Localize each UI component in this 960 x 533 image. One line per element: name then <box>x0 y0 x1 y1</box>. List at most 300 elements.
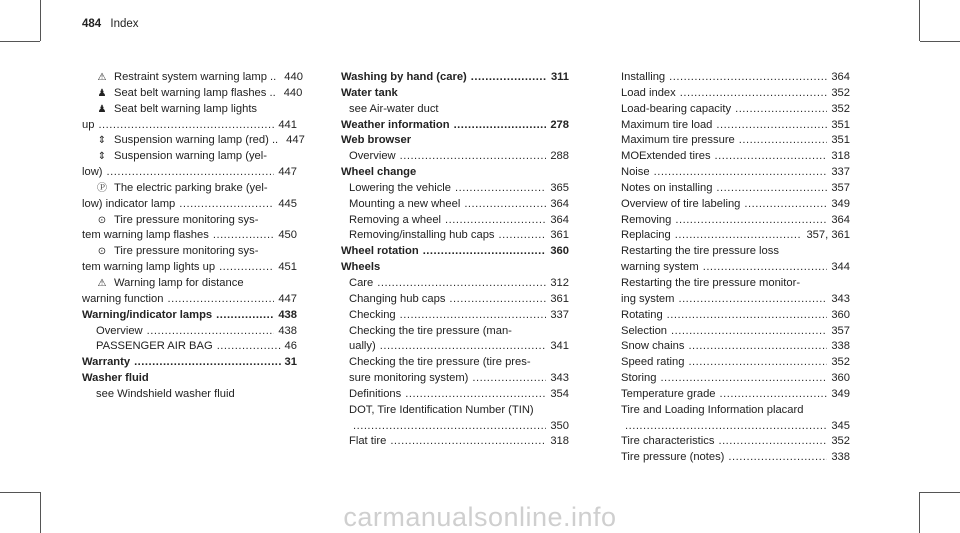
entry-text <box>341 70 467 86</box>
leader-dots <box>472 371 546 387</box>
entry-label: Wheels <box>341 261 381 274</box>
index-entry <box>621 355 850 371</box>
entry-label: Water tank <box>341 86 398 99</box>
entry-label: Mounting a new wheel <box>349 197 461 210</box>
entry-text <box>349 308 396 324</box>
warning-lamp-icon: Ⓟ <box>97 182 107 194</box>
leader-dots <box>783 244 846 260</box>
leader-dots <box>538 403 565 419</box>
index-entry <box>621 133 850 149</box>
page-reference: 343 <box>550 372 569 385</box>
page-reference: 344 <box>831 261 850 274</box>
entry-label: Tire pressure monitoring sys- <box>114 213 259 226</box>
entry-text <box>82 118 94 134</box>
leader-dots <box>675 213 827 229</box>
entry-text <box>349 355 531 371</box>
index-entry <box>621 292 850 308</box>
leader-dots <box>688 355 827 371</box>
page-reference: 352 <box>831 86 850 99</box>
leader-dots <box>353 419 546 435</box>
page-reference: 278 <box>550 118 569 131</box>
leader-dots <box>153 371 293 387</box>
leader-dots <box>455 181 546 197</box>
entry-label: low) <box>82 166 103 179</box>
page-reference: 450 <box>278 229 297 242</box>
index-entry <box>82 339 297 355</box>
page-reference: 337 <box>831 166 850 179</box>
entry-label: Washer fluid <box>82 372 149 385</box>
entry-label: Maximum tire load <box>621 118 713 131</box>
entry-label: Maximum tire pressure <box>621 134 735 147</box>
index-entry <box>341 324 569 340</box>
entry-text <box>341 244 419 260</box>
crop-mark <box>40 0 41 41</box>
entry-text <box>621 213 671 229</box>
entry-label: Checking the tire pressure (man- <box>349 324 512 337</box>
entry-label: Care <box>349 276 374 289</box>
leader-dots <box>716 181 827 197</box>
leader-dots <box>807 403 846 419</box>
warning-lamp-icon: ♟ <box>97 87 107 99</box>
entry-text <box>621 324 667 340</box>
entry-text <box>96 276 244 292</box>
page-reference: 440 <box>284 71 303 83</box>
index-entry <box>621 70 850 86</box>
watermark: carmanualsonline.info <box>343 502 617 532</box>
index-entry <box>621 276 850 292</box>
warning-lamp-icon: ⊙ <box>97 246 107 258</box>
page-reference: 360 <box>831 308 850 321</box>
index-entry <box>82 181 297 197</box>
entry-label: Load index <box>621 86 676 99</box>
entry-text <box>349 228 495 244</box>
entry-label: Seat belt warning lamp flashes .. <box>114 86 276 99</box>
index-entry <box>621 149 850 165</box>
entry-label: The electric parking brake (yel- <box>114 181 268 194</box>
entry-label: Tire and Loading Information placard <box>621 403 804 416</box>
entry-label: Definitions <box>349 387 402 400</box>
index-entry <box>82 86 303 102</box>
leader-dots <box>728 450 827 466</box>
crop-mark <box>920 492 960 493</box>
index-entry <box>82 260 297 276</box>
entry-label: DOT, Tire Identification Number (TIN) <box>349 403 534 416</box>
entry-text <box>621 86 676 102</box>
leader-dots <box>98 118 274 134</box>
entry-label: Selection <box>621 324 668 337</box>
leader-dots <box>499 228 547 244</box>
entry-text <box>96 387 235 403</box>
entry-text <box>621 355 684 371</box>
entry-label: MOExtended tires <box>621 150 711 163</box>
page-reference: 341 <box>550 340 569 353</box>
entry-text <box>621 244 779 260</box>
leader-dots <box>262 213 293 229</box>
entry-label: see Air-water duct <box>349 102 439 115</box>
leader-dots <box>271 149 293 165</box>
leader-dots <box>179 197 274 213</box>
warning-lamp-icon: ⇕ <box>97 151 107 163</box>
entry-label: Speed rating <box>621 356 685 369</box>
index-entry <box>341 228 569 244</box>
index-entry <box>82 387 297 403</box>
leader-dots <box>248 276 293 292</box>
entry-text <box>621 118 712 134</box>
page-reference: 447 <box>278 166 297 179</box>
page-reference: 352 <box>831 435 850 448</box>
entry-text <box>621 181 712 197</box>
entry-label: Tire pressure monitoring sys- <box>114 245 259 258</box>
entry-text <box>349 181 451 197</box>
entry-text <box>349 371 468 387</box>
warning-lamp-icon: ⚠ <box>97 277 107 289</box>
entry-label: Overview <box>349 150 396 163</box>
entry-text <box>621 434 714 450</box>
entry-text <box>349 339 376 355</box>
entry-text <box>621 197 740 213</box>
entry-text <box>341 165 416 181</box>
index-entry <box>341 260 569 276</box>
index-entry <box>341 102 569 118</box>
entry-label: see Windshield washer fluid <box>96 387 235 400</box>
page-reference: 31 <box>284 356 297 369</box>
entry-text <box>621 371 656 387</box>
leader-dots <box>400 149 547 165</box>
page-reference: 361 <box>550 292 569 305</box>
index-entry <box>621 403 850 419</box>
entry-label: Tire pressure (notes) <box>621 451 725 464</box>
page-number: 484 <box>82 18 102 30</box>
page-reference: 318 <box>831 150 850 163</box>
index-entry <box>341 133 569 149</box>
index-entry <box>621 308 850 324</box>
page-reference: 440 <box>283 86 303 99</box>
page-reference: 361 <box>550 229 569 242</box>
leader-dots <box>716 118 827 134</box>
entry-text <box>349 102 439 118</box>
index-entry <box>82 149 297 165</box>
entry-label: Seat belt warning lamp lights <box>114 102 258 115</box>
leader-dots <box>402 86 565 102</box>
entry-label: warning function <box>82 292 164 305</box>
entry-label: Installing <box>621 71 666 83</box>
leader-dots <box>735 102 827 118</box>
entry-label: Wheel rotation <box>341 245 419 258</box>
index-entry <box>82 197 297 213</box>
index-entry <box>621 228 850 244</box>
page-reference: 357 <box>831 181 850 194</box>
entry-text <box>621 133 735 149</box>
index-entry <box>621 371 850 387</box>
index-column-1 <box>82 70 305 403</box>
leader-dots <box>272 181 293 197</box>
index-entry <box>341 355 569 371</box>
entry-text <box>349 276 373 292</box>
entry-text <box>349 292 445 308</box>
index-entry <box>82 244 297 260</box>
page-reference: 364 <box>550 197 569 210</box>
leader-dots <box>219 260 274 276</box>
entry-text <box>341 86 398 102</box>
leader-dots <box>667 308 828 324</box>
index-entry <box>621 165 850 181</box>
index-entry <box>341 70 569 86</box>
leader-dots <box>625 419 827 435</box>
index-entry <box>341 292 569 308</box>
entry-text <box>341 118 450 134</box>
page-reference: 360 <box>550 245 569 258</box>
leader-dots <box>680 86 828 102</box>
index-entry <box>341 118 569 134</box>
page-reference: 351 <box>831 134 850 147</box>
index-entry <box>621 244 850 260</box>
entry-label: Lowering the vehicle <box>349 181 451 194</box>
index-entry <box>621 197 850 213</box>
entry-text <box>621 387 716 403</box>
entry-text <box>96 70 276 86</box>
crop-mark <box>920 41 960 42</box>
page-reference: 288 <box>550 150 569 163</box>
entry-text <box>349 434 386 450</box>
index-entry <box>341 165 569 181</box>
index-entry <box>82 371 297 387</box>
entry-text <box>349 213 441 229</box>
entry-label: Warning lamp for distance <box>114 276 244 289</box>
leader-dots <box>261 102 293 118</box>
page-reference: 338 <box>831 451 850 464</box>
entry-text <box>621 339 684 355</box>
page-reference: 318 <box>550 435 569 448</box>
leader-dots <box>671 324 827 340</box>
entry-label: Warranty <box>82 356 131 369</box>
entry-label: Overview <box>96 324 143 337</box>
entry-text <box>341 260 380 276</box>
entry-label: Notes on installing <box>621 181 713 194</box>
entry-text <box>621 276 800 292</box>
leader-dots <box>443 102 565 118</box>
entry-text <box>621 70 665 86</box>
leader-dots <box>134 355 280 371</box>
entry-label: Suspension warning lamp (red) .. <box>114 134 279 147</box>
entry-text <box>96 339 213 355</box>
leader-dots <box>420 165 565 181</box>
leader-dots <box>380 339 547 355</box>
index-entry <box>82 213 297 229</box>
entry-label: Changing hub caps <box>349 292 446 305</box>
index-column-2 <box>341 70 569 450</box>
entry-label: Replacing <box>621 229 671 242</box>
entry-text <box>621 102 731 118</box>
leader-dots <box>390 434 546 450</box>
entry-label: Checking <box>349 308 396 321</box>
leader-dots <box>688 339 827 355</box>
leader-dots <box>384 260 565 276</box>
index-entry <box>621 324 850 340</box>
entry-label: tem warning lamp lights up <box>82 261 216 274</box>
entry-text <box>82 228 209 244</box>
index-entry <box>82 308 297 324</box>
page-reference: 447 <box>278 292 297 305</box>
page-header <box>82 18 139 30</box>
entry-label: Overview of tire labeling <box>621 197 741 210</box>
leader-dots <box>107 165 275 181</box>
warning-lamp-icon: ⇕ <box>97 135 107 147</box>
entry-label: Restarting the tire pressure monitor- <box>621 276 801 289</box>
entry-label: Snow chains <box>621 340 685 353</box>
entry-text <box>621 165 650 181</box>
index-entry <box>621 181 850 197</box>
index-entry <box>621 339 850 355</box>
page-reference: 357, 361 <box>806 229 850 242</box>
page-reference: 349 <box>831 197 850 210</box>
page-reference: 354 <box>550 387 569 400</box>
entry-label: Removing a wheel <box>349 213 442 226</box>
entry-text <box>621 308 663 324</box>
leader-dots <box>654 165 828 181</box>
leader-dots <box>739 133 828 149</box>
index-entry <box>341 371 569 387</box>
entry-label: sure monitoring system) <box>349 372 469 385</box>
entry-text <box>341 133 411 149</box>
entry-label: Warning/indicator lamps <box>82 308 213 321</box>
leader-dots <box>449 292 546 308</box>
entry-label: Tire characteristics <box>621 435 715 448</box>
leader-dots <box>415 133 565 149</box>
leader-dots <box>167 292 274 308</box>
index-entry <box>621 102 850 118</box>
entry-text <box>96 213 258 229</box>
entry-text <box>96 181 268 197</box>
page-reference: 447 <box>286 134 305 147</box>
leader-dots <box>239 387 293 403</box>
entry-label: Restraint system warning lamp .. <box>114 71 277 83</box>
page-reference: 351 <box>831 118 850 131</box>
entry-text <box>82 308 212 324</box>
leader-dots <box>720 387 828 403</box>
leader-dots <box>216 308 274 324</box>
index-entry <box>82 292 297 308</box>
index-entry <box>621 450 850 466</box>
entry-text <box>96 102 257 118</box>
entry-label: Storing <box>621 372 657 385</box>
index-entry <box>341 86 569 102</box>
entry-text <box>82 355 130 371</box>
entry-text <box>82 260 215 276</box>
page-reference: 360 <box>831 372 850 385</box>
leader-dots <box>660 371 827 387</box>
entry-label: Suspension warning lamp (yel- <box>114 150 267 163</box>
entry-label: Web browser <box>341 134 412 147</box>
page-reference: 338 <box>831 340 850 353</box>
leader-dots <box>718 434 827 450</box>
leader-dots <box>213 228 274 244</box>
entry-text <box>96 149 267 165</box>
entry-text <box>349 197 460 213</box>
index-entry <box>341 149 569 165</box>
page-reference: 445 <box>278 197 297 210</box>
index-entry <box>82 118 297 134</box>
leader-dots <box>423 244 547 260</box>
leader-dots <box>678 292 827 308</box>
page-reference: 364 <box>831 71 850 83</box>
entry-label: Temperature grade <box>621 387 716 400</box>
entry-label: warning system <box>621 261 699 274</box>
header-title: Index <box>110 18 139 30</box>
crop-mark <box>0 41 40 42</box>
leader-dots <box>744 197 827 213</box>
entry-label: low) indicator lamp <box>82 197 176 210</box>
entry-text <box>349 324 512 340</box>
entry-label: Flat tire <box>349 435 387 448</box>
page-reference: 337 <box>550 308 569 321</box>
leader-dots <box>454 118 547 134</box>
index-entry <box>341 213 569 229</box>
entry-label: Washing by hand (care) <box>341 71 467 83</box>
page-reference: 357 <box>831 324 850 337</box>
entry-text <box>82 292 163 308</box>
index-entry <box>621 434 850 450</box>
entry-text <box>96 133 278 149</box>
leader-dots <box>703 260 828 276</box>
index-entry <box>82 70 303 86</box>
warning-lamp-icon: ⚠ <box>97 72 107 83</box>
index-entry <box>621 419 850 435</box>
page-reference: 365 <box>550 181 569 194</box>
leader-dots <box>535 355 565 371</box>
crop-mark <box>0 492 40 493</box>
entry-text <box>621 149 711 165</box>
entry-text <box>82 197 175 213</box>
entry-label: Load-bearing capacity <box>621 102 732 115</box>
index-entry <box>341 403 569 419</box>
page-reference: 364 <box>550 213 569 226</box>
leader-dots <box>445 213 546 229</box>
warning-lamp-icon: ⊙ <box>97 214 107 226</box>
leader-dots <box>377 276 546 292</box>
page-reference: 46 <box>284 340 297 353</box>
index-entry <box>82 324 297 340</box>
leader-dots <box>715 149 828 165</box>
entry-label: Noise <box>621 166 650 179</box>
page-reference: 364 <box>831 213 850 226</box>
index-entry <box>82 102 297 118</box>
index-entry <box>621 213 850 229</box>
leader-dots <box>675 228 803 244</box>
entry-text <box>621 228 671 244</box>
index-entry <box>82 228 297 244</box>
leader-dots <box>262 244 293 260</box>
index-entry <box>341 419 569 435</box>
page-reference: 345 <box>831 419 850 432</box>
entry-label: Wheel change <box>341 166 417 179</box>
entry-label: Checking the tire pressure (tire pres- <box>349 356 531 369</box>
index-entry <box>341 276 569 292</box>
index-entry <box>82 355 297 371</box>
entry-label: Restarting the tire pressure loss <box>621 245 779 258</box>
page-reference: 311 <box>550 71 569 83</box>
index-entry <box>341 244 569 260</box>
leader-dots <box>516 324 565 340</box>
leader-dots <box>471 70 547 86</box>
entry-label: ually) <box>349 340 376 353</box>
entry-text <box>349 149 396 165</box>
page-reference: 349 <box>831 387 850 400</box>
page-reference: 352 <box>831 102 850 115</box>
crop-mark <box>919 0 920 41</box>
entry-text <box>621 260 699 276</box>
entry-label: Removing/installing hub caps <box>349 229 495 242</box>
entry-text <box>349 387 401 403</box>
